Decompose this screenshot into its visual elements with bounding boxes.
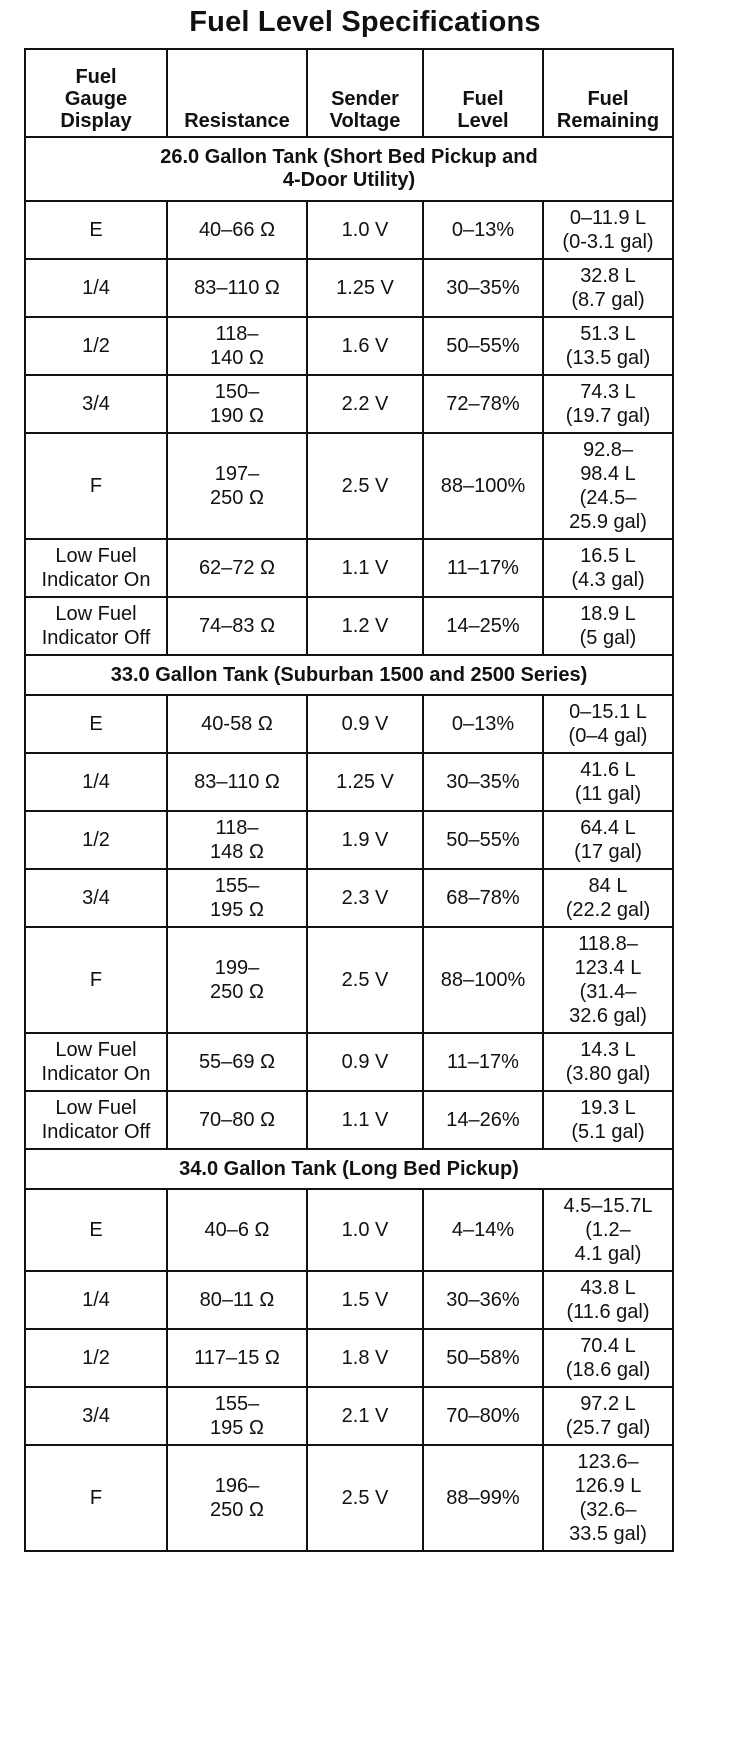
cell-display: 1/2 [25,811,167,869]
cell-voltage: 1.6 V [307,317,423,375]
cell-display: Low Fuel Indicator Off [25,1091,167,1149]
cell-resistance: 196– 250 Ω [167,1445,307,1551]
cell-resistance: 155– 195 Ω [167,1387,307,1445]
cell-display: Low Fuel Indicator On [25,539,167,597]
cell-resistance: 117–15 Ω [167,1329,307,1387]
cell-level: 30–36% [423,1271,543,1329]
table-row [25,927,673,1033]
cell-level: 11–17% [423,539,543,597]
cell-display: E [25,201,167,259]
cell-resistance: 83–110 Ω [167,259,307,317]
cell-resistance: 118– 148 Ω [167,811,307,869]
cell-display: F [25,927,167,1033]
table-row [25,869,673,927]
table-row [25,1329,673,1387]
cell-level: 14–26% [423,1091,543,1149]
cell-voltage: 1.1 V [307,1091,423,1149]
table-row [25,433,673,539]
section-heading-row [25,137,673,201]
cell-resistance: 155– 195 Ω [167,869,307,927]
table-body [25,137,673,1551]
cell-level: 4–14% [423,1189,543,1271]
header-voltage: Sender Voltage [307,49,423,137]
cell-resistance: 70–80 Ω [167,1091,307,1149]
header-row [25,49,673,137]
table-row [25,811,673,869]
cell-remaining: 0–15.1 L (0–4 gal) [543,695,673,753]
cell-resistance: 199– 250 Ω [167,927,307,1033]
cell-display: E [25,1189,167,1271]
cell-remaining: 123.6– 126.9 L (32.6– 33.5 gal) [543,1445,673,1551]
table-row [25,201,673,259]
cell-voltage: 2.3 V [307,869,423,927]
cell-level: 0–13% [423,695,543,753]
cell-remaining: 97.2 L (25.7 gal) [543,1387,673,1445]
section-heading: 34.0 Gallon Tank (Long Bed Pickup) [25,1149,673,1189]
table-row [25,1033,673,1091]
cell-remaining: 32.8 L (8.7 gal) [543,259,673,317]
cell-resistance: 40-58 Ω [167,695,307,753]
cell-remaining: 41.6 L (11 gal) [543,753,673,811]
cell-remaining: 16.5 L (4.3 gal) [543,539,673,597]
cell-remaining: 0–11.9 L (0-3.1 gal) [543,201,673,259]
cell-remaining: 118.8– 123.4 L (31.4– 32.6 gal) [543,927,673,1033]
cell-resistance: 62–72 Ω [167,539,307,597]
cell-voltage: 1.5 V [307,1271,423,1329]
cell-voltage: 1.2 V [307,597,423,655]
cell-remaining: 43.8 L (11.6 gal) [543,1271,673,1329]
cell-voltage: 2.5 V [307,433,423,539]
header-level: Fuel Level [423,49,543,137]
cell-display: F [25,1445,167,1551]
cell-display: 1/4 [25,1271,167,1329]
cell-level: 30–35% [423,753,543,811]
table-row [25,1445,673,1551]
table-row [25,1189,673,1271]
header-remaining: Fuel Remaining [543,49,673,137]
cell-voltage: 1.0 V [307,201,423,259]
cell-remaining: 19.3 L (5.1 gal) [543,1091,673,1149]
cell-voltage: 2.5 V [307,927,423,1033]
cell-remaining: 51.3 L (13.5 gal) [543,317,673,375]
cell-display: 1/2 [25,1329,167,1387]
fuel-spec-table [24,48,674,1552]
cell-level: 50–58% [423,1329,543,1387]
cell-remaining: 64.4 L (17 gal) [543,811,673,869]
table-row [25,597,673,655]
cell-display: 1/4 [25,259,167,317]
table-row [25,1091,673,1149]
cell-resistance: 40–66 Ω [167,201,307,259]
cell-resistance: 150– 190 Ω [167,375,307,433]
cell-level: 14–25% [423,597,543,655]
cell-level: 70–80% [423,1387,543,1445]
cell-remaining: 18.9 L (5 gal) [543,597,673,655]
cell-resistance: 74–83 Ω [167,597,307,655]
table-row [25,375,673,433]
header-resistance: Resistance [167,49,307,137]
table-row [25,1387,673,1445]
cell-display: 3/4 [25,375,167,433]
table-row [25,753,673,811]
section-heading-row [25,1149,673,1189]
cell-voltage: 2.2 V [307,375,423,433]
cell-resistance: 80–11 Ω [167,1271,307,1329]
cell-resistance: 197– 250 Ω [167,433,307,539]
cell-level: 50–55% [423,317,543,375]
cell-display: 1/4 [25,753,167,811]
cell-remaining: 14.3 L (3.80 gal) [543,1033,673,1091]
cell-display: 3/4 [25,1387,167,1445]
section-heading: 26.0 Gallon Tank (Short Bed Pickup and 4-Door Utility) [25,137,673,201]
cell-voltage: 1.8 V [307,1329,423,1387]
cell-display: 3/4 [25,869,167,927]
cell-level: 88–100% [423,927,543,1033]
cell-level: 11–17% [423,1033,543,1091]
cell-voltage: 2.1 V [307,1387,423,1445]
table-row [25,539,673,597]
cell-remaining: 74.3 L (19.7 gal) [543,375,673,433]
cell-voltage: 1.25 V [307,753,423,811]
cell-level: 50–55% [423,811,543,869]
cell-voltage: 1.1 V [307,539,423,597]
cell-voltage: 0.9 V [307,1033,423,1091]
cell-remaining: 92.8– 98.4 L (24.5– 25.9 gal) [543,433,673,539]
cell-display: Low Fuel Indicator On [25,1033,167,1091]
cell-remaining: 4.5–15.7L (1.2– 4.1 gal) [543,1189,673,1271]
section-heading: 33.0 Gallon Tank (Suburban 1500 and 2500 Series) [25,655,673,695]
cell-resistance: 40–6 Ω [167,1189,307,1271]
cell-voltage: 2.5 V [307,1445,423,1551]
table-row [25,259,673,317]
table-row [25,317,673,375]
cell-level: 30–35% [423,259,543,317]
cell-resistance: 55–69 Ω [167,1033,307,1091]
table-row [25,695,673,753]
cell-display: E [25,695,167,753]
cell-level: 72–78% [423,375,543,433]
header-display: Fuel Gauge Display [25,49,167,137]
cell-remaining: 70.4 L (18.6 gal) [543,1329,673,1387]
cell-display: F [25,433,167,539]
cell-level: 88–100% [423,433,543,539]
cell-voltage: 1.25 V [307,259,423,317]
cell-level: 68–78% [423,869,543,927]
cell-resistance: 118– 140 Ω [167,317,307,375]
cell-level: 0–13% [423,201,543,259]
cell-voltage: 1.0 V [307,1189,423,1271]
section-heading-row [25,655,673,695]
cell-display: 1/2 [25,317,167,375]
cell-voltage: 0.9 V [307,695,423,753]
cell-remaining: 84 L (22.2 gal) [543,869,673,927]
cell-display: Low Fuel Indicator Off [25,597,167,655]
cell-voltage: 1.9 V [307,811,423,869]
cell-resistance: 83–110 Ω [167,753,307,811]
page-title: Fuel Level Specifications [189,6,541,38]
cell-level: 88–99% [423,1445,543,1551]
table-row [25,1271,673,1329]
